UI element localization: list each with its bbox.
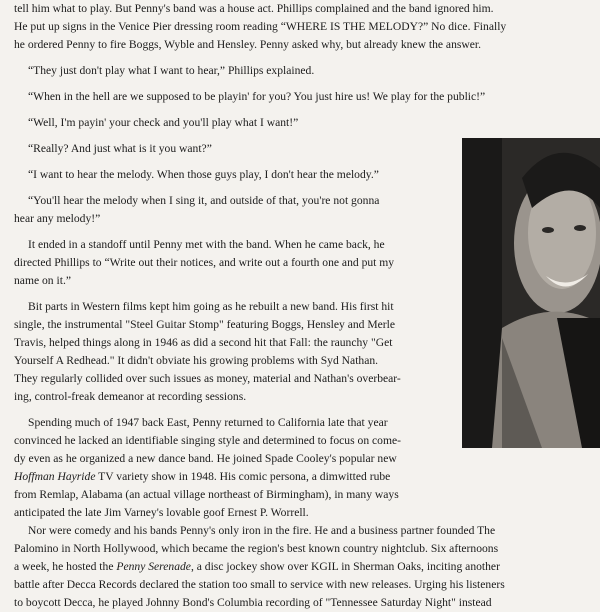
text-line: Nor were comedy and his bands Penny's only iron in the fire. He and a business partner founded The [28, 524, 496, 537]
dialogue-line: “I want to hear the melody. When those guys play, I don't hear the melody.” [28, 168, 379, 181]
text-line: directed Phillips to “Write out their notices, and write out a fourth one and put my [14, 256, 395, 269]
text-line: anticipated the late Jim Varney's lovable goof Ernest P. Worrell. [14, 506, 309, 519]
text-span: TV variety show in 1948. His comic persona, a dimwitted rube [95, 470, 391, 483]
text-line: tell him what to play. But Penny's band was a house act. Phillips complained and the band ignored him. [14, 2, 494, 15]
dialogue-line: “You'll hear the melody when I sing it, and outside of that, you're not gonna [28, 194, 380, 207]
dialogue-line: hear any melody!” [14, 212, 101, 225]
dialogue-line: “Well, I'm payin' your check and you'll play what I want!” [28, 116, 299, 129]
text-line: battle after Decca Records declared the station too small to service with new releases. Urging his listeners [14, 578, 505, 591]
text-line: single, the instrumental "Steel Guitar Stomp" featuring Boggs, Hensley and Merle [14, 318, 396, 331]
portrait-photo [462, 138, 600, 448]
text-line: ing, control-freak demeanor at recording sessions. [14, 390, 247, 403]
text-line: He put up signs in the Venice Pier dressing room reading “WHERE IS THE MELODY?” No dice. Finally [14, 20, 507, 33]
text-line: to boycott Decca, he played Johnny Bond's Columbia recording of "Tennessee Saturday Night" instead [14, 596, 492, 609]
text-line [14, 558, 500, 576]
text-line: dy even as he organized a new dance band. He joined Spade Cooley's popular new [14, 452, 397, 465]
show-title: Penny Serenade [116, 560, 191, 573]
dialogue-line: “When in the hell are we supposed to be playin' for you? You just hire us! We play for the public!” [28, 90, 486, 103]
show-title: Hoffman Hayride [14, 470, 96, 483]
text-line: name on it.” [14, 274, 71, 287]
text-line: from Remlap, Alabama (an actual village northeast of Birmingham), in many ways [14, 488, 399, 501]
text-line: convinced he lacked an identifiable singing style and determined to focus on come- [14, 434, 401, 447]
text-line: It ended in a standoff until Penny met with the band. When he came back, he [28, 238, 385, 251]
dialogue-line: “They just don't play what I want to hear,” Phillips explained. [28, 64, 315, 77]
text-line: Travis, helped things along in 1946 as did a second hit that Fall: the raunchy "Get [14, 336, 393, 349]
text-line: Spending much of 1947 back East, Penny returned to California late that year [28, 416, 388, 429]
text-span: , a disc jockey show over KGIL in Sherman Oaks, inciting another [190, 560, 500, 573]
text-line: Yourself A Redhead." It didn't obviate his growing problems with Syd Nathan. [14, 354, 379, 367]
text-line: Palomino in North Hollywood, which became the region's best known country nightclub. Six afternoons [14, 542, 499, 555]
dialogue-line: “Really? And just what is it you want?” [28, 142, 212, 155]
portrait-photo-icon [462, 138, 600, 448]
text-line [14, 468, 390, 486]
text-span: a week, he hosted the [14, 560, 117, 573]
text-line: Bit parts in Western films kept him going as he rebuilt a new band. His first hit [28, 300, 394, 313]
text-line: They regularly collided over such issues as money, material and Nathan's overbear- [14, 372, 401, 385]
text-line: he ordered Penny to fire Boggs, Wyble and Hensley. Penny asked why, but already knew the answer. [14, 38, 482, 51]
